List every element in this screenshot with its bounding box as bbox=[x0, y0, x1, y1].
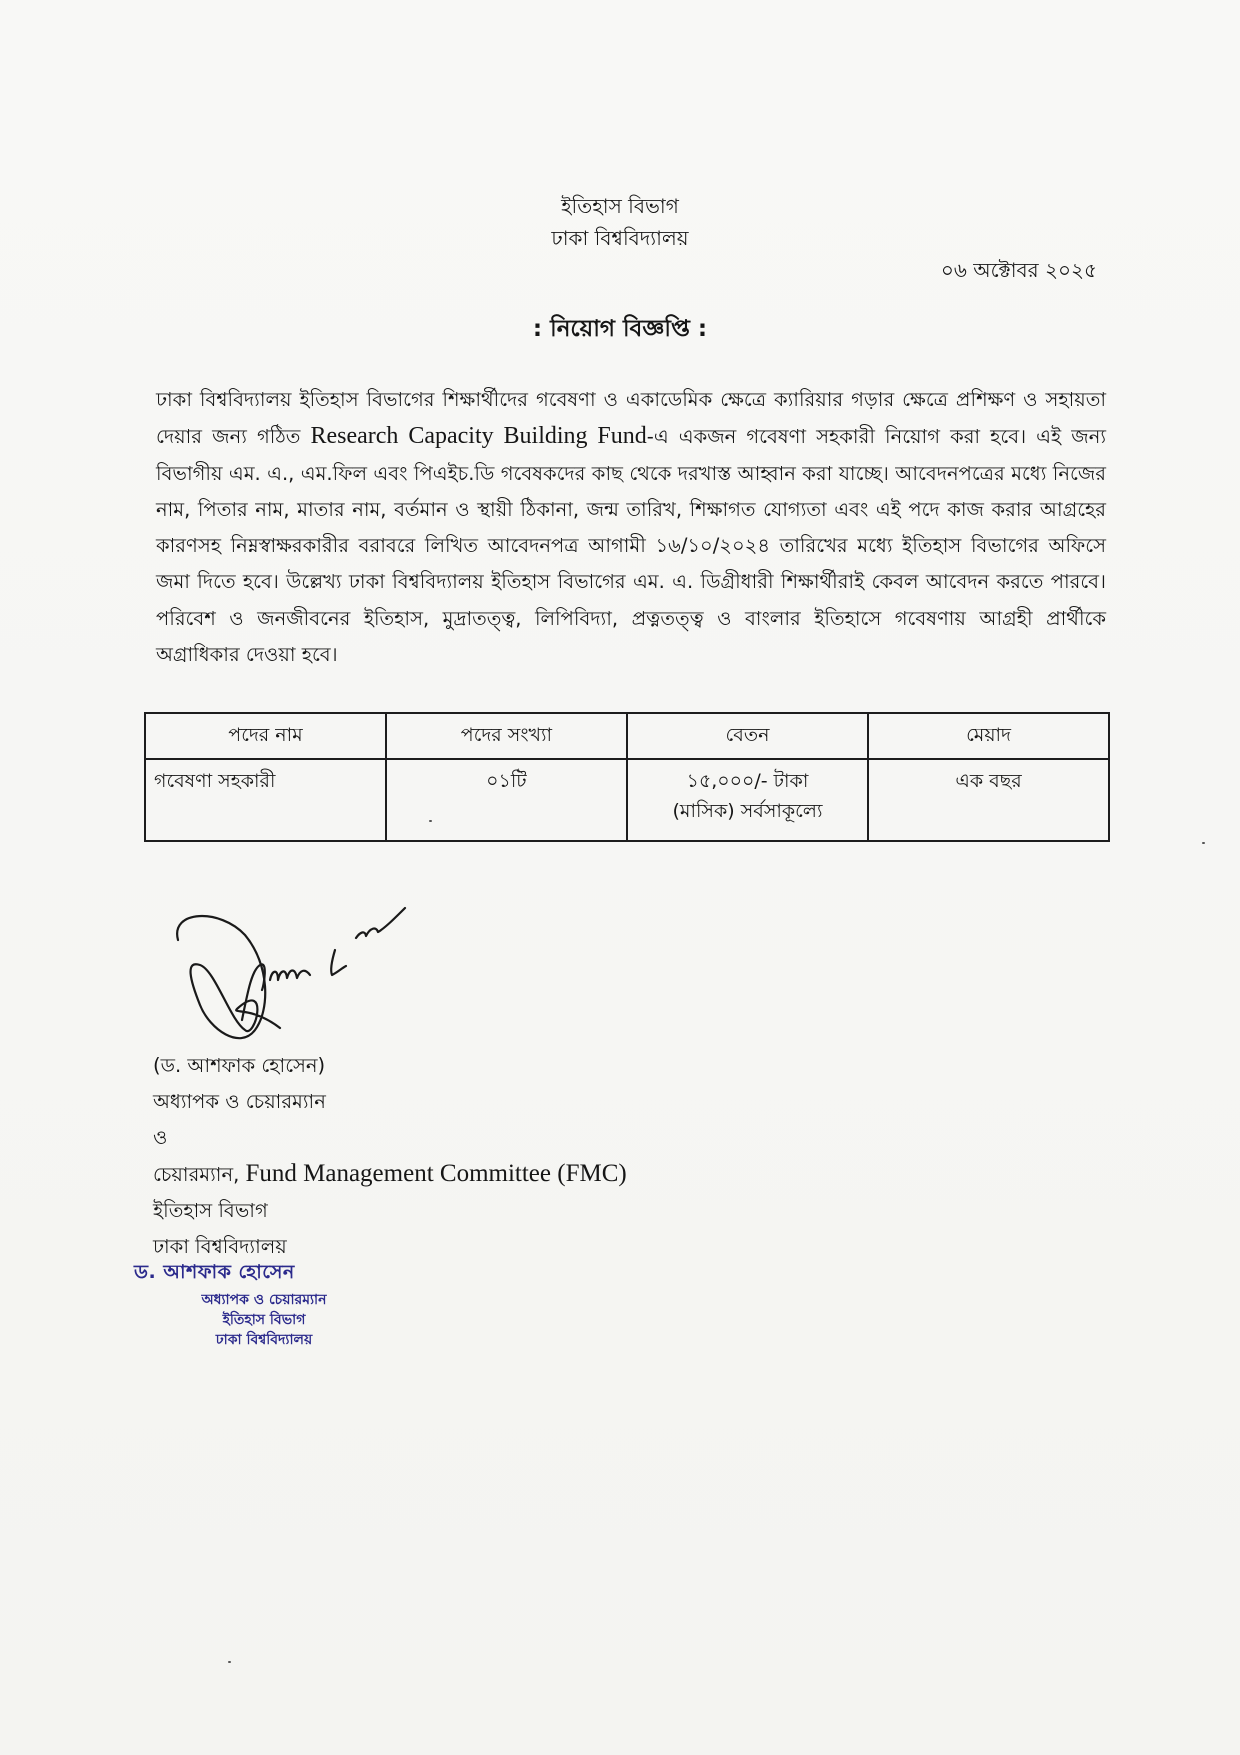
cell-post-name: গবেষণা সহকারী bbox=[145, 759, 386, 841]
stamp-university: ঢাকা বিশ্ববিদ্যালয় bbox=[215, 1332, 313, 1348]
header-post-name: পদের নাম bbox=[145, 713, 386, 759]
header-post-count: পদের সংখ্যা bbox=[386, 713, 627, 759]
paper-speck bbox=[429, 820, 432, 822]
cell-salary bbox=[627, 759, 868, 841]
salary-amount: ১৫,০০০/- টাকা bbox=[686, 770, 809, 792]
fund-name: Research Capacity Building Fund bbox=[310, 423, 647, 450]
signatory-name: (ড. আশফাক হোসেন) bbox=[153, 1054, 326, 1077]
header-salary: বেতন bbox=[627, 713, 868, 759]
signatory-designation: অধ্যাপক ও চেয়ারম্যান bbox=[153, 1090, 326, 1113]
signature-stroke-5 bbox=[356, 908, 405, 938]
body-part-1: ঢাকা বিশ্ববিদ্যালয় ইতিহাস বিভাগের শিক্ষার্থীদের গবেষণা ও একাডেমিক ক্ষেত্রে ক্যারিয়ার গড়ার ক্ষেত্রে প্রশিক্ষণ ও সহায়তা দেয়ার জন্য গঠিত bbox=[156, 388, 1106, 449]
notice-body bbox=[156, 382, 1106, 673]
fmc-prefix: চেয়ারম্যান, bbox=[153, 1163, 246, 1186]
stamp-designation: অধ্যাপক ও চেয়ারম্যান bbox=[201, 1292, 327, 1308]
table-header-row bbox=[145, 713, 1109, 759]
university-name: ঢাকা বিশ্ববিদ্যালয় bbox=[551, 226, 689, 250]
handwritten-signature bbox=[160, 880, 430, 1050]
signatory-university: ঢাকা বিশ্ববিদ্যালয় bbox=[153, 1235, 287, 1258]
posts-table bbox=[144, 712, 1110, 842]
paper-speck bbox=[1202, 842, 1205, 844]
letterhead bbox=[0, 190, 1240, 254]
department-name: ইতিহাস বিভাগ bbox=[561, 194, 679, 218]
stamp-name: ড. আশফাক হোসেন bbox=[134, 1261, 295, 1283]
notice-title: : নিয়োগ বিজ্ঞপ্তি : bbox=[532, 316, 708, 342]
signatory-conjunction: ও bbox=[153, 1126, 168, 1149]
cell-post-count: ০১টি bbox=[386, 759, 627, 841]
cell-duration: এক বছর bbox=[868, 759, 1109, 841]
table-row bbox=[145, 759, 1109, 841]
official-stamp bbox=[134, 1258, 394, 1350]
body-part-2: -এ একজন গবেষণা সহকারী নিয়োগ করা হবে। এই জন্য বিভাগীয় এম. এ., এম.ফিল এবং পিএইচ.ডি গবেষকদের কাছ থেকে দরখাস্ত আহ্বান করা যাচ্ছে। আবেদনপত্রের মধ্যে নিজের নাম, পিতার নাম, মাতার নাম, বর্তমান ও স্থায়ী ঠিকানা, জন্ম তারিখ, শিক্ষাগত যোগ্যতা এবং এই পদে কাজ করার আগ্রহের কারণসহ নিম্নস্বাক্ষরকারীর বরাবরে লিখিত আবেদনপত্র আগামী ১৬/১০/২০২৪ তারিখের মধ্যে ইতিহাস বিভাগের অফিসে জমা দিতে হবে। উল্লেখ্য ঢাকা বিশ্ববিদ্যালয় ইতিহাস বিভাগের এম. এ. ডিগ্রীধারী শিক্ষার্থীরাই কেবল আবেদন করতে পারবে। পরিবেশ ও জনজীবনের ইতিহাস, মুদ্রাতত্ত্ব, লিপিবিদ্যা, প্রত্নতত্ত্ব ও বাংলার ইতিহাসে গবেষণায় আগ্রহী প্রার্থীকে অগ্রাধিকার দেওয়া হবে। bbox=[156, 425, 1106, 667]
fmc-name: Fund Management Committee (FMC) bbox=[245, 1160, 627, 1187]
stamp-department: ইতিহাস বিভাগ bbox=[222, 1312, 306, 1328]
header-duration: মেয়াদ bbox=[868, 713, 1109, 759]
signature-stroke-3 bbox=[270, 971, 310, 981]
paper-speck bbox=[228, 1661, 231, 1663]
signatory-fmc-role bbox=[153, 1156, 627, 1193]
notice-date: ০৬ অক্টোবর ২০২৫ bbox=[940, 258, 1097, 282]
salary-note: (মাসিক) সর্বসাকূল্যে bbox=[672, 800, 823, 822]
signatory-department: ইতিহাস বিভাগ bbox=[153, 1199, 268, 1222]
signature-stroke-4 bbox=[331, 950, 346, 975]
signatory-block bbox=[153, 1048, 627, 1265]
